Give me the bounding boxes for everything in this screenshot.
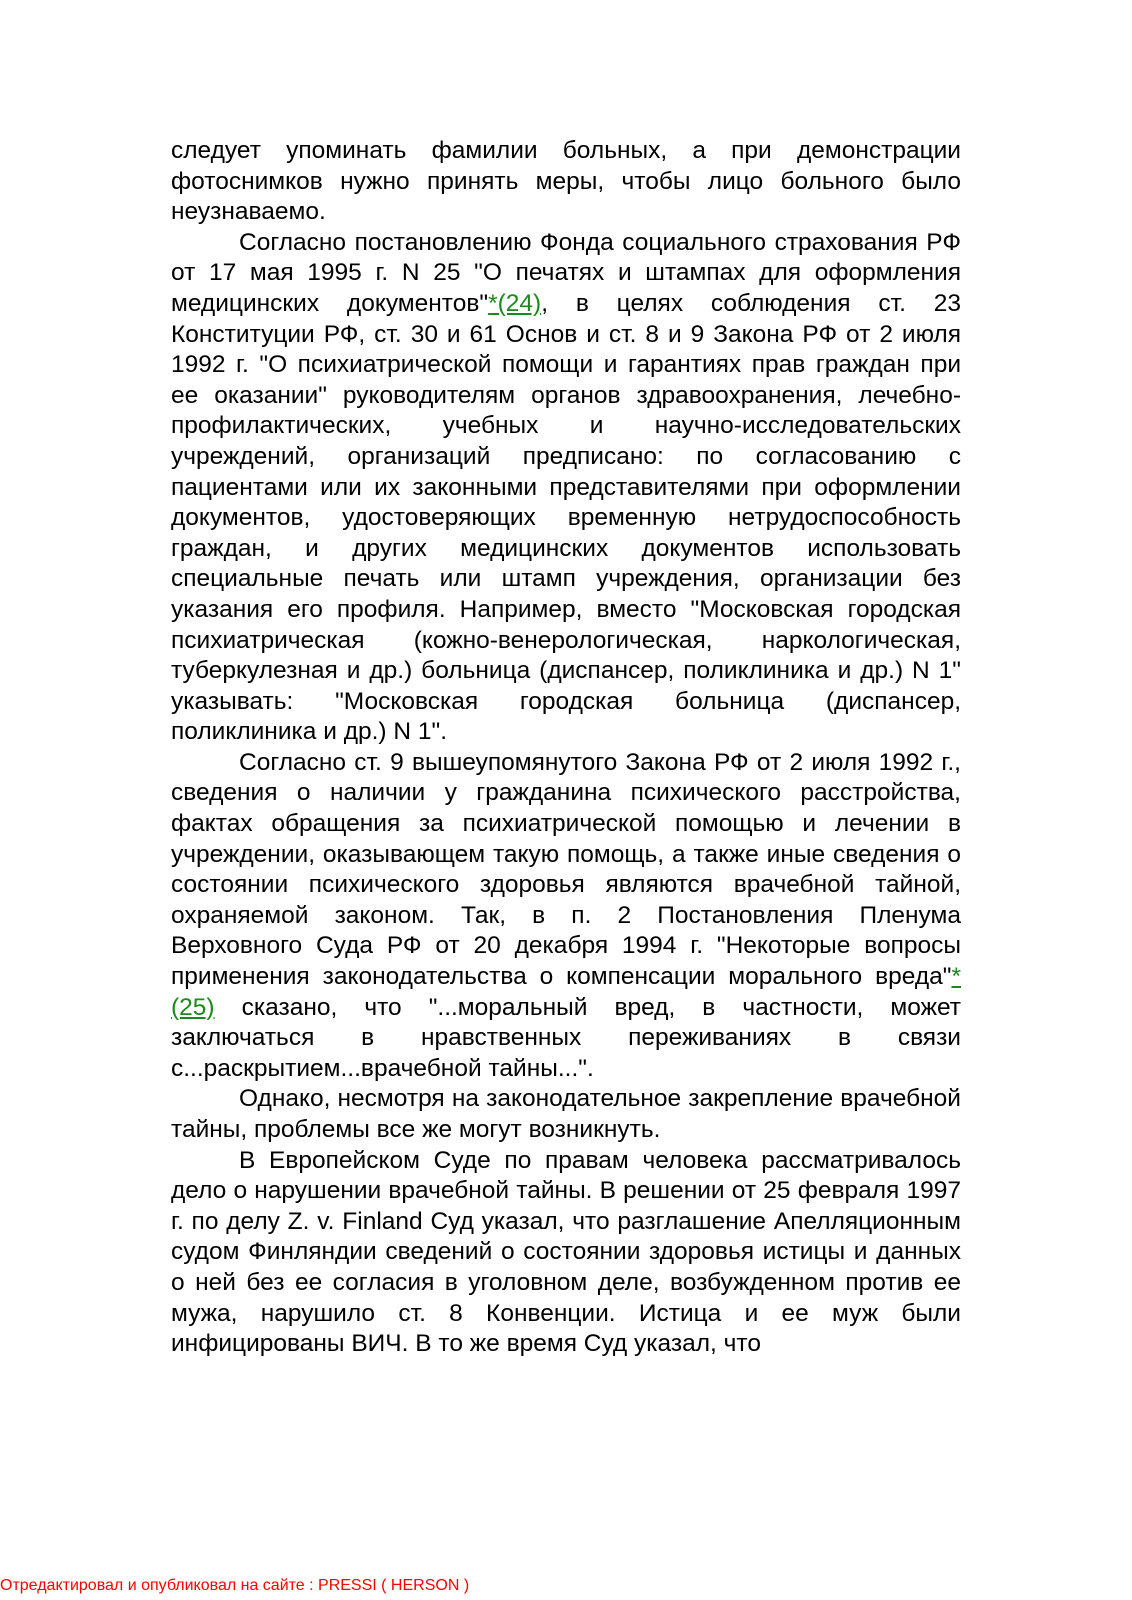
- paragraph-4-text: Однако, несмотря на законодательное закрепление врачебной тайны, проблемы все же могут возникнуть.: [171, 1085, 961, 1143]
- paragraph-5: [171, 1146, 961, 1360]
- paragraph-3-text-a: Согласно ст. 9 вышеупомянутого Закона РФ от 2 июля 1992 г., сведения о наличии у гражданина психического расстройства, фактах обращения за психиатрической помощью и лечении в учреждении, оказывающем такую помощь, а также иные сведения о состоянии психического здоровья являются врачебной тайной, охраняемой законом. Так, в п. 2 Постановления Пленума Верховного Суда РФ от 20 декабря 1994 г. "Некоторые вопросы применения законодательства о компенсации морального вреда": [171, 748, 961, 991]
- footer-credit: Отредактировал и опубликовал на сайте : PRESSI ( HERSON ): [0, 1577, 470, 1594]
- paragraph-2-text-b: , в целях соблюдения ст. 23 Конституции РФ, ст. 30 и 61 Основ и ст. 8 и 9 Закона РФ от 2 июля 1992 г. "О психиатрической помощи и гарантиях прав граждан при ее оказании" руководителям органов здравоохранения, лечебно-профилактических, учебных и научно-исследовательских учреждений, организаций предписано: по согласованию с пациентами или их законными представителями при оформлении документов, удостоверяющих временную нетрудоспособность граждан, и других медицинских документов использовать специальные печать или штамп учреждения, организации без указания его профиля. Например, вместо "Московская городская психиатрическая (кожно-венерологическая, наркологическая, туберкулезная и др.) больница (диспансер, поликлиника и др.) N 1" указывать: "Московская городская больница (диспансер, поликлиника и др.) N 1".: [171, 289, 962, 746]
- paragraph-3-text-b: сказано, что "...моральный вред, в частности, может заключаться в нравственных переживаниях в связи с...раскрытием...врачебной тайны...".: [171, 993, 961, 1082]
- paragraph-4: [171, 1084, 961, 1145]
- paragraph-3: [171, 748, 961, 1085]
- footnote-link-24[interactable]: *(24): [488, 289, 542, 317]
- footnote-link-25[interactable]: *(25): [171, 963, 961, 1021]
- paragraph-2-text-a: Согласно постановлению Фонда социального страхования РФ от 17 мая 1995 г. N 25 "О печатях и штампах для оформления медицинских документов": [171, 228, 961, 317]
- paragraph-1: [171, 136, 961, 228]
- document-body: [171, 136, 961, 1360]
- paragraph-5-text: В Европейском Суде по правам человека рассматривалось дело о нарушении врачебной тайны. В решении от 25 февраля 1997 г. по делу Z. v. Finland Суд указал, что разглашение Апелляционным судом Финляндии сведений о состоянии здоровья истицы и данных о ней без ее согласия в уголовном деле, возбужденном против ее мужа, нарушило ст. 8 Конвенции. Истица и ее муж были инфицированы ВИЧ. В то же время Суд указал, что: [171, 1146, 961, 1358]
- paragraph-1-text: следует упоминать фамилии больных, а при демонстрации фотоснимков нужно принять меры, чтобы лицо больного было неузнаваемо.: [171, 137, 961, 226]
- paragraph-2: [171, 228, 961, 748]
